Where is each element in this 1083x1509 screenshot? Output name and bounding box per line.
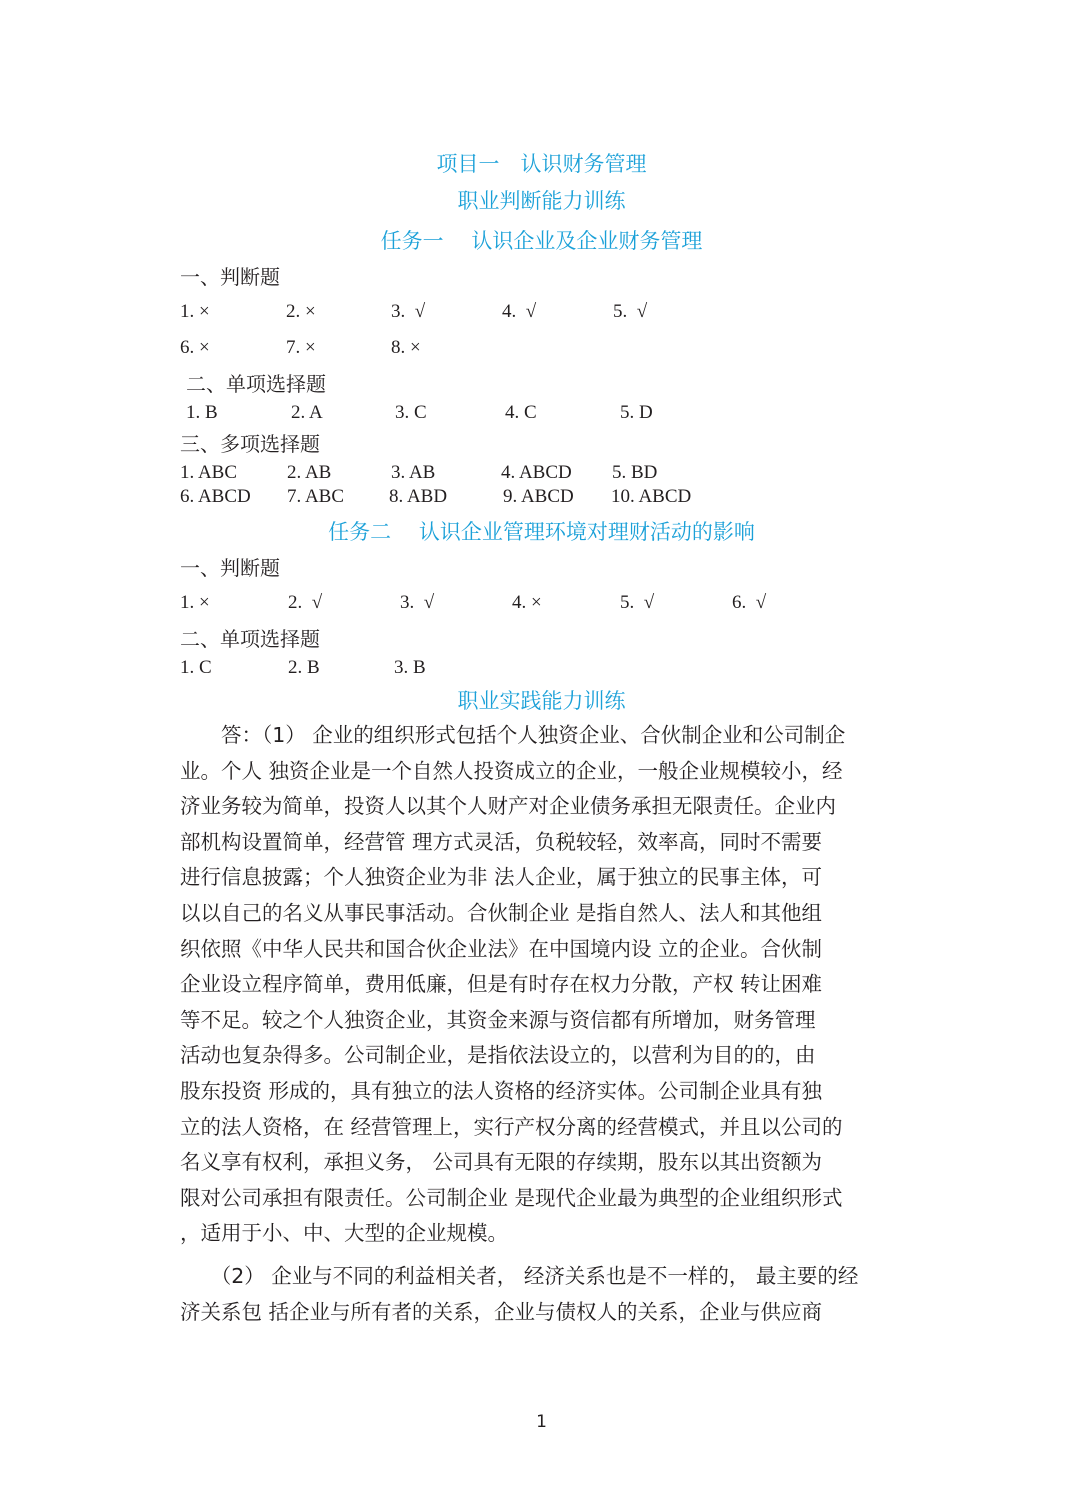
paragraph-line: 济业务较为简单，投资人以其个人财产对企业债务承担无限责任。企业内 — [180, 794, 836, 819]
answer-item: 8. ABD — [389, 486, 448, 507]
answer-item: 6. √ — [732, 592, 767, 613]
answer-item: 1. C — [180, 657, 212, 678]
task1-single-choice-heading: 二、单项选择题 — [186, 372, 326, 396]
answer-item: 3. B — [394, 657, 426, 678]
task2-single-choice-heading: 二、单项选择题 — [180, 627, 320, 651]
paragraph-line: （2） 企业与不同的利益相关者， 经济关系也是不一样的， 最主要的经 — [180, 1264, 859, 1288]
answer-item: 4. × — [512, 592, 542, 613]
answer-item: 3. √ — [400, 592, 435, 613]
paragraph-line: 企业设立程序简单，费用低廉，但是有时存在权力分散，产权 转让困难 — [180, 972, 823, 997]
paragraph-line: 济关系包 括企业与所有者的关系，企业与债权人的关系，企业与供应商 — [180, 1299, 823, 1324]
project-title: 项目一 认识财务管理 — [436, 152, 647, 176]
paragraph-line: 名义享有权利，承担义务， 公司具有无限的存续期，股东以其出资额为 — [180, 1150, 823, 1175]
answer-item: 5. √ — [620, 592, 655, 613]
task1-judgment-heading: 一、判断题 — [180, 265, 280, 289]
answer-item: 10. ABCD — [611, 486, 692, 507]
paragraph-line: 立的法人资格，在 经营管理上，实行产权分离的经营模式，并且以公司的 — [180, 1114, 843, 1139]
practice-answer-paragraph-1 — [180, 718, 905, 1252]
paragraph-line: 股东投资 形成的，具有独立的法人资格的经济实体。公司制企业具有独 — [180, 1078, 823, 1103]
answer-item: 5. BD — [612, 462, 658, 483]
answer-item: 4. √ — [502, 301, 537, 322]
paragraph-line: 活动也复杂得多。公司制企业，是指依法设立的，以营利为目的的，由 — [180, 1043, 816, 1068]
answer-item: 8. × — [391, 337, 421, 358]
paragraph-line: 业。个人 独资企业是一个自然人投资成立的企业，一般企业规模较小，经 — [180, 758, 843, 783]
task2-judgment-heading: 一、判断题 — [180, 556, 280, 580]
paragraph-line: 等不足。较之个人独资企业，其资金来源与资信都有所增加，财务管理 — [180, 1007, 816, 1032]
answer-item: 1. × — [180, 592, 210, 613]
answer-item: 1. ABC — [180, 462, 238, 483]
paragraph-line: 织依照《中华人民共和国合伙企业法》在中国境内设 立的企业。合伙制 — [180, 936, 823, 961]
paragraph-line: 限对公司承担有限责任。公司制企业 是现代企业最为典型的企业组织形式 — [180, 1185, 843, 1210]
paragraph-line: 部机构设置简单，经营管 理方式灵活，负税较轻，效率高，同时不需要 — [180, 829, 823, 854]
answer-item: 4. C — [505, 402, 537, 423]
paragraph-line: 答：（1） 企业的组织形式包括个人独资企业、合伙制企业和公司制企 — [180, 723, 846, 747]
judgment-training-title: 职业判断能力训练 — [457, 189, 626, 213]
paragraph-line: 进行信息披露；个人独资企业为非 法人企业，属于独立的民事主体，可 — [180, 865, 823, 890]
answer-item: 5. D — [620, 402, 653, 423]
answer-item: 3. √ — [391, 301, 426, 322]
answer-item: 2. B — [288, 657, 320, 678]
paragraph-line: ，适用于小、中、大型的企业规模。 — [180, 1221, 508, 1246]
answer-item: 9. ABCD — [503, 486, 574, 507]
answer-item: 7. × — [286, 337, 316, 358]
task1-multiple-choice-heading: 三、多项选择题 — [180, 432, 320, 456]
task1-title: 任务一 认识企业及企业财务管理 — [380, 229, 703, 253]
answer-item: 5. √ — [613, 301, 648, 322]
page-number: 1 — [536, 1412, 547, 1432]
answer-item: 2. × — [286, 301, 316, 322]
paragraph-line: 以以自己的名义从事民事活动。合伙制企业 是指自然人、法人和其他组 — [180, 900, 823, 925]
task2-title: 任务二 认识企业管理环境对理财活动的影响 — [328, 520, 755, 544]
answer-item: 1. × — [180, 301, 210, 322]
practice-answer-paragraph-2 — [180, 1259, 905, 1330]
answer-item: 1. B — [186, 402, 218, 423]
answer-item: 2. AB — [287, 462, 332, 483]
answer-item: 6. ABCD — [180, 486, 251, 507]
answer-item: 4. ABCD — [501, 462, 572, 483]
answer-item: 2. √ — [288, 592, 323, 613]
answer-item: 2. A — [291, 402, 323, 423]
answer-item: 6. × — [180, 337, 210, 358]
answer-item: 3. C — [395, 402, 427, 423]
answer-item: 7. ABC — [287, 486, 345, 507]
answer-item: 3. AB — [391, 462, 436, 483]
practice-training-title: 职业实践能力训练 — [457, 689, 626, 713]
